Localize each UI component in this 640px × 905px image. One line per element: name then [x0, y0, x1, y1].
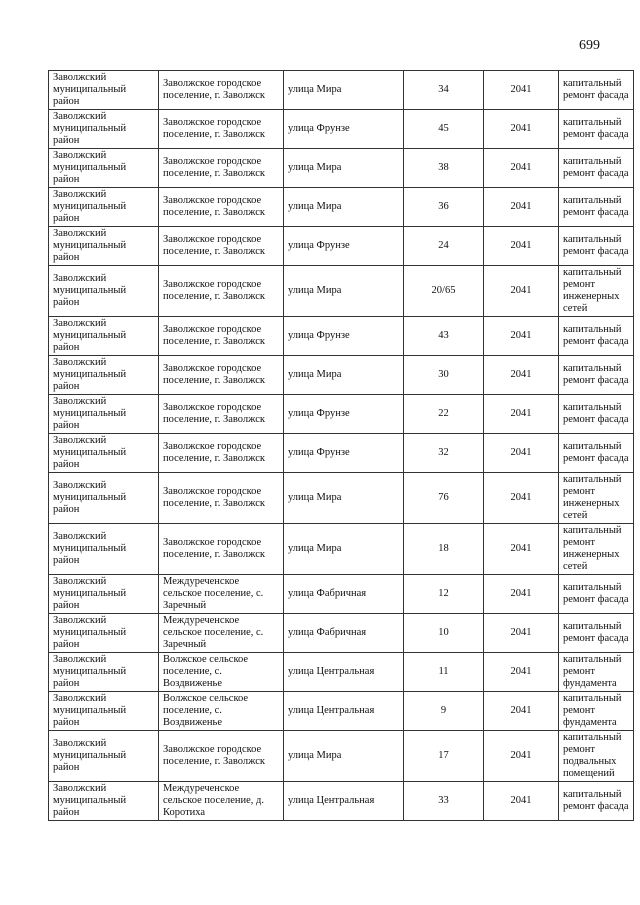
year-cell: 2041 [484, 524, 559, 575]
district-cell: Заволжский муниципальный район [49, 524, 159, 575]
house-number-cell: 32 [404, 434, 484, 473]
street-cell: улица Центральная [284, 653, 404, 692]
year-cell: 2041 [484, 731, 559, 782]
street-cell: улица Мира [284, 473, 404, 524]
table-row [49, 188, 634, 227]
work-type-cell: капитальный ремонт фасада [559, 227, 634, 266]
street-cell: улица Фрунзе [284, 434, 404, 473]
settlement-cell: Междуреченское сельское поселение, с. Заречный [159, 575, 284, 614]
table-row [49, 149, 634, 188]
settlement-cell: Заволжское городское поселение, г. Заволжск [159, 110, 284, 149]
table-row [49, 110, 634, 149]
settlement-cell: Заволжское городское поселение, г. Заволжск [159, 524, 284, 575]
district-cell: Заволжский муниципальный район [49, 782, 159, 821]
district-cell: Заволжский муниципальный район [49, 266, 159, 317]
street-cell: улица Фабричная [284, 575, 404, 614]
street-cell: улица Мира [284, 266, 404, 317]
work-type-cell: капитальный ремонт инженерных сетей [559, 524, 634, 575]
street-cell: улица Центральная [284, 692, 404, 731]
year-cell: 2041 [484, 395, 559, 434]
settlement-cell: Заволжское городское поселение, г. Заволжск [159, 473, 284, 524]
table-row [49, 575, 634, 614]
page-number: 699 [579, 38, 600, 53]
settlement-cell: Заволжское городское поселение, г. Заволжск [159, 434, 284, 473]
work-type-cell: капитальный ремонт фасада [559, 188, 634, 227]
settlement-cell: Заволжское городское поселение, г. Заволжск [159, 149, 284, 188]
house-number-cell: 10 [404, 614, 484, 653]
table-row [49, 692, 634, 731]
district-cell: Заволжский муниципальный район [49, 71, 159, 110]
work-type-cell: капитальный ремонт фасада [559, 575, 634, 614]
table-row [49, 614, 634, 653]
house-number-cell: 43 [404, 317, 484, 356]
table-row [49, 473, 634, 524]
district-cell: Заволжский муниципальный район [49, 473, 159, 524]
settlement-cell: Заволжское городское поселение, г. Заволжск [159, 71, 284, 110]
work-type-cell: капитальный ремонт фасада [559, 149, 634, 188]
house-number-cell: 38 [404, 149, 484, 188]
settlement-cell: Заволжское городское поселение, г. Заволжск [159, 395, 284, 434]
district-cell: Заволжский муниципальный район [49, 227, 159, 266]
district-cell: Заволжский муниципальный район [49, 356, 159, 395]
work-type-cell: капитальный ремонт фасада [559, 782, 634, 821]
settlement-cell: Волжское сельское поселение, с. Воздвиженье [159, 653, 284, 692]
district-cell: Заволжский муниципальный район [49, 317, 159, 356]
table-row [49, 434, 634, 473]
settlement-cell: Заволжское городское поселение, г. Заволжск [159, 356, 284, 395]
street-cell: улица Фабричная [284, 614, 404, 653]
settlement-cell: Заволжское городское поселение, г. Заволжск [159, 266, 284, 317]
house-number-cell: 20/65 [404, 266, 484, 317]
year-cell: 2041 [484, 227, 559, 266]
settlement-cell: Заволжское городское поселение, г. Заволжск [159, 731, 284, 782]
street-cell: улица Мира [284, 356, 404, 395]
house-number-cell: 34 [404, 71, 484, 110]
year-cell: 2041 [484, 188, 559, 227]
settlement-cell: Волжское сельское поселение, с. Воздвиженье [159, 692, 284, 731]
street-cell: улица Мира [284, 71, 404, 110]
year-cell: 2041 [484, 110, 559, 149]
year-cell: 2041 [484, 473, 559, 524]
district-cell: Заволжский муниципальный район [49, 434, 159, 473]
work-type-cell: капитальный ремонт фасада [559, 434, 634, 473]
district-cell: Заволжский муниципальный район [49, 149, 159, 188]
work-type-cell: капитальный ремонт подвальных помещений [559, 731, 634, 782]
district-cell: Заволжский муниципальный район [49, 188, 159, 227]
street-cell: улица Фрунзе [284, 317, 404, 356]
house-number-cell: 12 [404, 575, 484, 614]
table-row [49, 356, 634, 395]
house-number-cell: 76 [404, 473, 484, 524]
house-number-cell: 18 [404, 524, 484, 575]
year-cell: 2041 [484, 614, 559, 653]
house-number-cell: 30 [404, 356, 484, 395]
year-cell: 2041 [484, 356, 559, 395]
street-cell: улица Мира [284, 731, 404, 782]
settlement-cell: Междуреченское сельское поселение, д. Коротиха [159, 782, 284, 821]
district-cell: Заволжский муниципальный район [49, 575, 159, 614]
table-row [49, 524, 634, 575]
district-cell: Заволжский муниципальный район [49, 110, 159, 149]
year-cell: 2041 [484, 782, 559, 821]
work-type-cell: капитальный ремонт фасада [559, 395, 634, 434]
table-row [49, 653, 634, 692]
house-number-cell: 24 [404, 227, 484, 266]
street-cell: улица Фрунзе [284, 110, 404, 149]
table-row [49, 782, 634, 821]
table-row [49, 266, 634, 317]
work-type-cell: капитальный ремонт фасада [559, 317, 634, 356]
house-number-cell: 45 [404, 110, 484, 149]
table-row [49, 731, 634, 782]
work-type-cell: капитальный ремонт фасада [559, 71, 634, 110]
table-row [49, 395, 634, 434]
house-number-cell: 17 [404, 731, 484, 782]
settlement-cell: Заволжское городское поселение, г. Заволжск [159, 188, 284, 227]
year-cell: 2041 [484, 575, 559, 614]
settlement-cell: Заволжское городское поселение, г. Заволжск [159, 227, 284, 266]
year-cell: 2041 [484, 692, 559, 731]
table-body [49, 71, 634, 821]
street-cell: улица Фрунзе [284, 227, 404, 266]
work-type-cell: капитальный ремонт фасада [559, 110, 634, 149]
work-type-cell: капитальный ремонт фасада [559, 356, 634, 395]
year-cell: 2041 [484, 317, 559, 356]
table-row [49, 317, 634, 356]
street-cell: улица Фрунзе [284, 395, 404, 434]
street-cell: улица Мира [284, 188, 404, 227]
work-type-cell: капитальный ремонт инженерных сетей [559, 266, 634, 317]
street-cell: улица Центральная [284, 782, 404, 821]
street-cell: улица Мира [284, 524, 404, 575]
district-cell: Заволжский муниципальный район [49, 653, 159, 692]
work-type-cell: капитальный ремонт фундамента [559, 653, 634, 692]
work-type-cell: капитальный ремонт фасада [559, 614, 634, 653]
year-cell: 2041 [484, 434, 559, 473]
house-number-cell: 9 [404, 692, 484, 731]
house-number-cell: 22 [404, 395, 484, 434]
settlement-cell: Заволжское городское поселение, г. Заволжск [159, 317, 284, 356]
district-cell: Заволжский муниципальный район [49, 614, 159, 653]
district-cell: Заволжский муниципальный район [49, 731, 159, 782]
work-type-cell: капитальный ремонт фундамента [559, 692, 634, 731]
year-cell: 2041 [484, 71, 559, 110]
table-row [49, 71, 634, 110]
street-cell: улица Мира [284, 149, 404, 188]
house-number-cell: 33 [404, 782, 484, 821]
table-row [49, 227, 634, 266]
house-number-cell: 36 [404, 188, 484, 227]
housing-repair-table [48, 70, 634, 821]
district-cell: Заволжский муниципальный район [49, 395, 159, 434]
year-cell: 2041 [484, 653, 559, 692]
settlement-cell: Междуреченское сельское поселение, с. Заречный [159, 614, 284, 653]
year-cell: 2041 [484, 266, 559, 317]
district-cell: Заволжский муниципальный район [49, 692, 159, 731]
year-cell: 2041 [484, 149, 559, 188]
house-number-cell: 11 [404, 653, 484, 692]
work-type-cell: капитальный ремонт инженерных сетей [559, 473, 634, 524]
